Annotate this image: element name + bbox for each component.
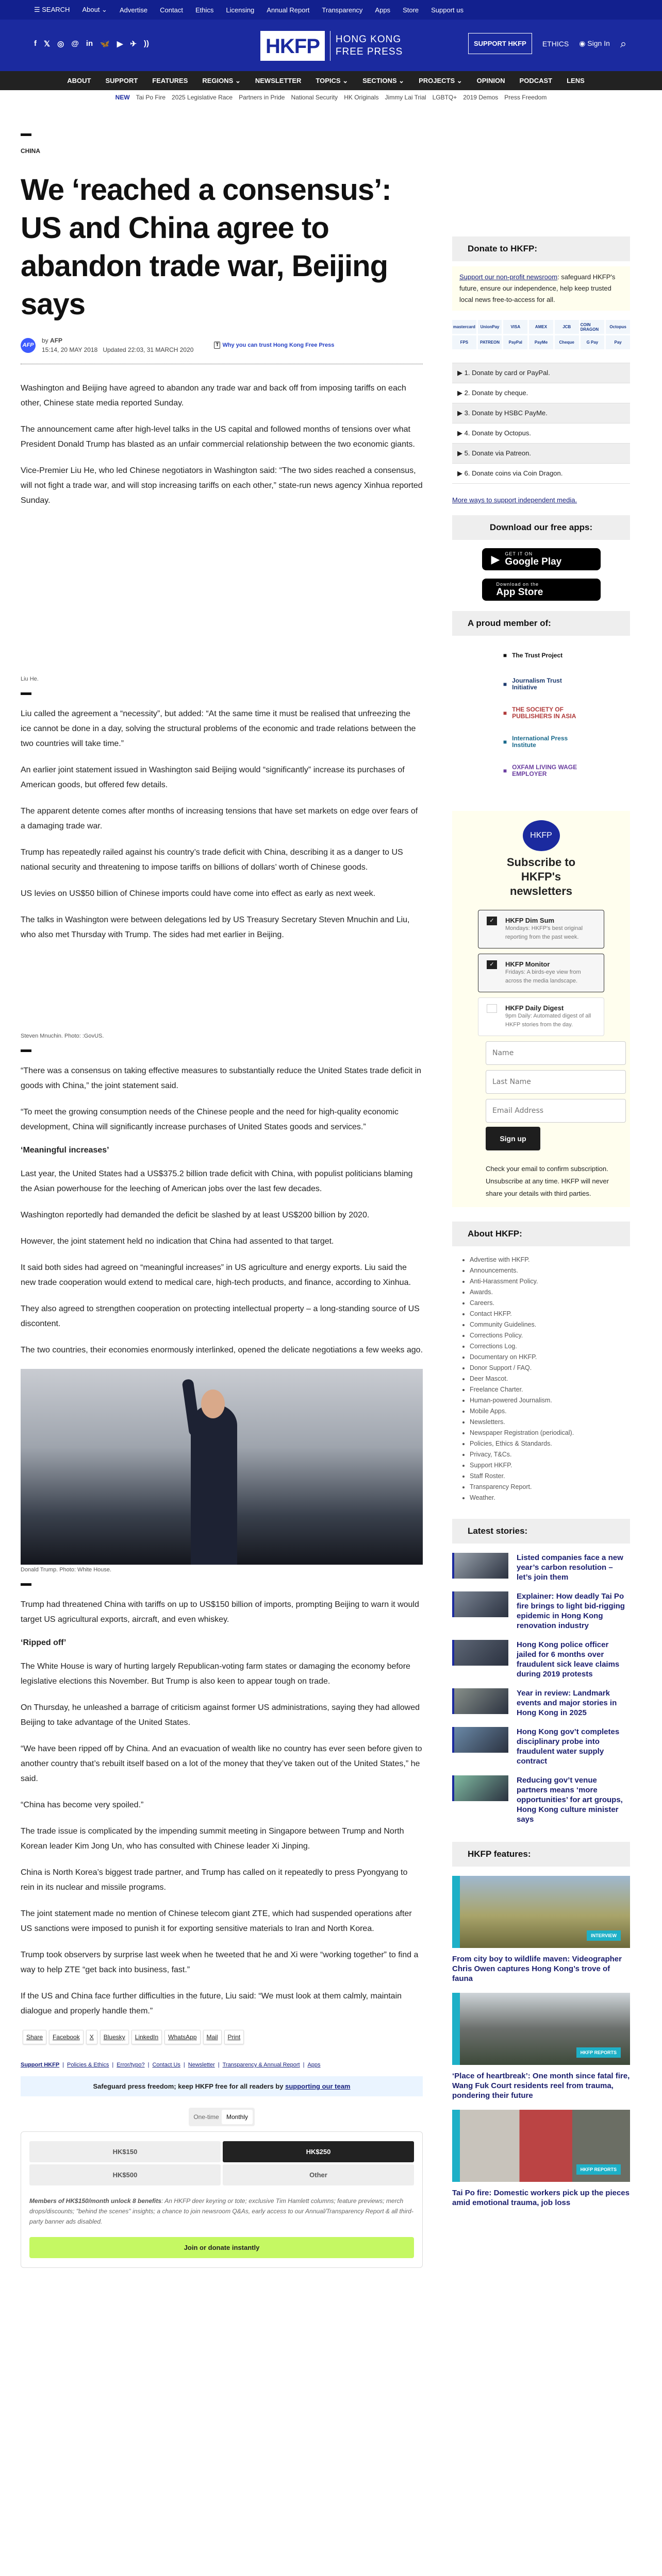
- article-title: We ‘reached a consensus’: US and China agree to abandon trade war, Beijing says: [21, 173, 391, 321]
- topbar-link[interactable]: Annual Report: [267, 6, 310, 14]
- newsletter-option[interactable]: [478, 997, 604, 1036]
- about-link[interactable]: • Donor Support / FAQ.: [470, 1363, 630, 1374]
- option-text: [505, 917, 595, 942]
- logo-text: [336, 33, 403, 58]
- member-logo[interactable]: [452, 699, 630, 727]
- separator: |: [183, 2062, 185, 2068]
- about-heading: About HKFP:: [452, 1222, 630, 1246]
- updated-date: Updated 22:03, 31 MARCH 2020: [103, 346, 194, 353]
- paragraph: The trade issue is complicated by the impending summit meeting in Singapore between Trump and North Korean leader Kim Jong Un, who has consulted with Chinese leader Xi Jinping.: [21, 1827, 404, 1851]
- paragraph: The announcement came after high-level talks in the US capital and followed months of tensions over what President Donald Trump has blasted as an unfair commercial relationship between the two economic giants.: [21, 425, 415, 449]
- separator: |: [112, 2062, 114, 2068]
- story-thumbnail[interactable]: [452, 1688, 508, 1714]
- about-link[interactable]: • Staff Roster.: [470, 1471, 630, 1482]
- paragraph: The joint statement made no mention of Chinese telecom giant ZTE, which had suspended operations after US sanctions were imposed to punish it for exporting sensitive materials to Iran and North Korea.: [21, 1909, 412, 1933]
- amount-150[interactable]: HK$150: [29, 2141, 221, 2162]
- amount-options: [29, 2141, 414, 2185]
- about-link[interactable]: • Community Guidelines.: [470, 1319, 630, 1330]
- member-badge-icon: ■: [503, 709, 507, 717]
- feature-story[interactable]: [452, 1993, 630, 2100]
- latest-story[interactable]: [452, 1775, 630, 1824]
- story-title[interactable]: Year in review: Landmark events and major stories in Hong Kong in 2025: [517, 1689, 617, 1717]
- payment-logo: UnionPay: [478, 320, 502, 334]
- donate-intro: [452, 266, 630, 311]
- about-link[interactable]: • Freelance Charter.: [470, 1384, 630, 1395]
- nav-item[interactable]: TOPICS ⌄: [316, 76, 349, 84]
- social-icon[interactable]: ◎: [57, 40, 64, 48]
- google-play-label: Google Play: [505, 556, 562, 567]
- story-thumbnail[interactable]: [452, 1640, 508, 1666]
- google-play-button[interactable]: [482, 548, 601, 570]
- latest-story[interactable]: [452, 1553, 630, 1582]
- story-title[interactable]: Explainer: How deadly Tai Po fire brings to light bid-rigging epidemic in Hong Kong renovation industry: [517, 1592, 625, 1630]
- paragraph: “We have been ripped off by China. And an evacuation of wealth like no country has ever seen before given to another country that’s rebuilt itself based on a lot of the money that they’ve taken out of the United States,” he said.: [21, 1744, 422, 1783]
- social-icon[interactable]: )): [143, 39, 149, 48]
- sidebar: [452, 133, 630, 2268]
- about-link[interactable]: • Corrections Policy.: [470, 1330, 630, 1341]
- story-title[interactable]: Hong Kong gov’t completes disciplinary probe into fraudulent water supply contract: [517, 1727, 620, 1766]
- donation-box: [21, 2131, 423, 2268]
- ethics-link[interactable]: ETHICS: [542, 39, 569, 48]
- donate-option[interactable]: ▶ 4. Donate by Octopus.: [452, 423, 630, 443]
- trending-link[interactable]: Press Freedom: [504, 94, 547, 101]
- footer-link[interactable]: Contact Us: [152, 2062, 180, 2068]
- newsletter-signup: [452, 811, 630, 1207]
- option-name: HKFP Monitor: [505, 960, 550, 968]
- last-name-input[interactable]: [486, 1070, 626, 1094]
- trending-link[interactable]: Jimmy Lai Trial: [385, 94, 426, 101]
- member-name: Journalism Trust Initiative: [512, 677, 562, 691]
- features-heading: HKFP features:: [452, 1842, 630, 1867]
- donate-option[interactable]: ▶ 6. Donate coins via Coin Dragon.: [452, 463, 630, 483]
- member-logo[interactable]: [452, 727, 630, 756]
- option-desc: Fridays: A birds-eye view from across the media landscape.: [505, 969, 581, 984]
- trending-link[interactable]: Tai Po Fire: [136, 94, 166, 101]
- separator: |: [218, 2062, 220, 2068]
- footer-link[interactable]: Policies & Ethics: [67, 2062, 109, 2068]
- subheading: ‘Ripped off’: [21, 1638, 67, 1647]
- payment-logos: [452, 320, 630, 349]
- about-link[interactable]: • Human-powered Journalism.: [470, 1395, 630, 1406]
- topbar-link[interactable]: Apps: [375, 6, 391, 14]
- nav-item[interactable]: PODCAST: [519, 77, 553, 84]
- social-icon[interactable]: ✈: [130, 40, 137, 48]
- paragraph: If the US and China face further difficulties in the future, Liu said: “We must look at them calmly, maintain dialogue and properly handle them.”: [21, 1992, 402, 2015]
- about-link[interactable]: • Newsletters.: [470, 1417, 630, 1428]
- nav-item[interactable]: OPINION: [476, 77, 505, 84]
- frequency-toggle: [189, 2108, 255, 2126]
- payment-logo: JCB: [555, 320, 579, 334]
- latest-story[interactable]: [452, 1727, 630, 1766]
- newsletter-option[interactable]: [478, 954, 604, 992]
- member-badge-icon: ■: [503, 680, 507, 688]
- nav-item[interactable]: SUPPORT: [105, 77, 138, 84]
- nav-item[interactable]: PROJECTS ⌄: [419, 76, 462, 84]
- nav-item[interactable]: SECTIONS ⌄: [362, 76, 405, 84]
- checkbox[interactable]: [487, 1004, 497, 1013]
- google-play-icon: ▶: [491, 552, 500, 566]
- topbar-link[interactable]: About ⌄: [82, 6, 107, 13]
- sign-in-label: Sign In: [587, 39, 610, 47]
- published-date: 15:14, 20 MAY 2018: [42, 346, 98, 353]
- amount-250[interactable]: HK$250: [223, 2141, 414, 2162]
- trust-project-icon: T: [214, 342, 220, 349]
- one-time-tab[interactable]: One-time: [193, 2113, 219, 2121]
- story-thumbnail[interactable]: [452, 1553, 508, 1579]
- payment-logo: PayMe: [529, 335, 553, 349]
- features-list: [452, 1876, 630, 2208]
- logo-line-1: HONG KONG: [335, 34, 402, 45]
- newsletter-title: Subscribe to HKFP's newsletters: [506, 856, 576, 897]
- about-link[interactable]: • Announcements.: [470, 1265, 630, 1276]
- payment-logo: PATREON: [478, 335, 502, 349]
- footer-link[interactable]: Support HKFP: [21, 2062, 60, 2068]
- trending-link[interactable]: 2019 Demos: [463, 94, 499, 101]
- share-bluesky-button[interactable]: Bluesky: [100, 2030, 129, 2044]
- photo-figure: [191, 1405, 237, 1565]
- trust-link[interactable]: [214, 342, 334, 349]
- share-linkedin-button[interactable]: LinkedIn: [131, 2030, 162, 2044]
- newsletter-note: Check your email to confirm subscription. Unsubscribe at any time. HKFP will never share your details with third parties.: [486, 1165, 609, 1197]
- divider-dash: [21, 692, 31, 695]
- option-text: [505, 1004, 595, 1029]
- benefits-text: : An HKFP deer keyring or tote; exclusive Tim Hamlett columns; feature previews; merch drops/discounts; "behind the scenes" insights; a chance to join newsroom Q&As, early access to our Annual/Transparency Report & all third-party banner ads disabled.: [29, 2197, 413, 2225]
- donate-option[interactable]: ▶ 5. Donate via Patreon.: [452, 443, 630, 463]
- feature-image[interactable]: [452, 1993, 630, 2065]
- logo-line-2: FREE PRESS: [335, 46, 403, 57]
- topbar-link[interactable]: Store: [403, 6, 419, 14]
- trending-link[interactable]: HK Originals: [344, 94, 379, 101]
- separator: |: [303, 2062, 305, 2068]
- option-text: [505, 960, 595, 986]
- feature-story[interactable]: [452, 1876, 630, 1984]
- utility-bar: [0, 0, 662, 20]
- paragraph: The talks in Washington were between delegations led by US Treasury Secretary Steven Mnuchin and Liu, who also met Thursday with Trump. The sides had met earlier in Beijing.: [21, 916, 410, 939]
- photo-figure: [201, 1389, 225, 1418]
- image-caption: Liu He.: [21, 676, 39, 682]
- article: [21, 133, 423, 2268]
- paragraph: It said both sides had agreed on “meaningful increases” in US agriculture and energy exports. Liu said the new trade cooperation would extend to medical care, high-tech products, and finance, according to Xinhua.: [21, 1263, 411, 1287]
- paragraph: “China has become very spoiled.”: [21, 1801, 144, 1809]
- paragraph: Trump had threatened China with tariffs on up to US$150 billion of imports, prompting Beijing to warn it would target US agricultural exports, aircraft, and even whiskey.: [21, 1600, 419, 1624]
- logo-mark: HKFP: [260, 31, 325, 61]
- feature-title[interactable]: ‘Place of heartbreak’: One month since fatal fire, Wang Fuk Court residents reel from trauma, pondering their future: [452, 2072, 630, 2100]
- story-title[interactable]: Hong Kong police officer jailed for 6 months over fraudulent sick leave claims during 2019 protests: [517, 1640, 620, 1679]
- sign-in-link[interactable]: [579, 39, 610, 48]
- user-icon: ◉: [579, 39, 588, 47]
- trending-bar: [0, 90, 662, 105]
- member-logo[interactable]: [452, 641, 630, 670]
- option-desc: 9pm Daily: Automated digest of all HKFP stories from the day.: [505, 1013, 591, 1028]
- feature-image[interactable]: [452, 1876, 630, 1948]
- social-icon[interactable]: in: [86, 39, 93, 48]
- support-hkfp-button[interactable]: SUPPORT HKFP: [468, 33, 532, 54]
- hkfp-round-logo: HKFP: [523, 820, 560, 851]
- social-icon[interactable]: f: [34, 39, 37, 48]
- share-facebook-button[interactable]: Facebook: [49, 2030, 84, 2044]
- topbar-link[interactable]: Licensing: [226, 6, 255, 14]
- social-icon[interactable]: 🦋: [100, 40, 110, 48]
- article-image: [21, 519, 423, 674]
- paragraph: China is North Korea’s biggest trade partner, and Trump has called on it repeatedly to press Pyongyang to rein in its nuclear and missile programs.: [21, 1868, 408, 1892]
- about-link[interactable]: • Support HKFP.: [470, 1460, 630, 1471]
- feature-tag: INTERVIEW: [587, 1930, 621, 1941]
- paragraph: “There was a consensus on taking effective measures to substantially reduce the United States trade deficit in goods with China,” the joint statement said.: [21, 1066, 422, 1090]
- topbar-link[interactable]: Support us: [431, 6, 464, 14]
- trump-photo: [21, 1369, 423, 1565]
- category-label[interactable]: CHINA: [21, 147, 40, 155]
- footer-link[interactable]: Apps: [307, 2062, 321, 2068]
- about-link[interactable]: • Documentary on HKFP.: [470, 1352, 630, 1363]
- image-caption: Donald Trump. Photo: White House.: [21, 1567, 112, 1573]
- payment-logo: FPS: [452, 335, 476, 349]
- footer-link[interactable]: Newsletter: [188, 2062, 215, 2068]
- search-icon[interactable]: ⌕: [620, 37, 627, 50]
- member-benefits: [29, 2196, 414, 2227]
- amount-500[interactable]: HK$500: [29, 2164, 221, 2185]
- nav-item[interactable]: FEATURES: [152, 77, 188, 84]
- topbar-link[interactable]: Advertise: [119, 6, 148, 14]
- checkbox[interactable]: ✓: [487, 960, 497, 969]
- footer-link[interactable]: Error/typo?: [117, 2062, 145, 2068]
- share-mail-button[interactable]: Mail: [203, 2030, 222, 2044]
- latest-story[interactable]: [452, 1591, 630, 1631]
- nav-item[interactable]: REGIONS ⌄: [202, 76, 241, 84]
- donate-option[interactable]: ▶ 2. Donate by cheque.: [452, 383, 630, 403]
- story-title[interactable]: Reducing gov’t venue partners means ‘more opportunities’ for art groups, Hong Kong culture minister says: [517, 1776, 623, 1824]
- name-input[interactable]: [486, 1041, 626, 1065]
- paragraph: Liu called the agreement a “necessity”, but added: “At the same time it must be realised that unfreezing the ice cannot be done in a day, solving the structural problems of the economic and trade relations between the two countries will take time.”: [21, 709, 416, 748]
- option-name: HKFP Dim Sum: [505, 917, 555, 924]
- main-nav: [0, 71, 662, 90]
- about-link[interactable]: • Corrections Log.: [470, 1341, 630, 1352]
- feature-tag: HKFP REPORTS: [576, 2047, 621, 2058]
- about-link[interactable]: • Newspaper Registration (periodical).: [470, 1428, 630, 1438]
- latest-heading: Latest stories:: [452, 1519, 630, 1544]
- paragraph: However, the joint statement held no indication that China had assented to that target.: [21, 1237, 334, 1246]
- image-caption: Steven Mnuchin. Photo: :GovUS.: [21, 1033, 104, 1039]
- support-banner: [21, 2076, 423, 2096]
- hkfp-logo[interactable]: [260, 31, 403, 61]
- paragraph: Vice-Premier Liu He, who led Chinese negotiators in Washington said: “The two sides reached a consensus, will not fight a trade war, and will stop increasing tariffs on each other,” state-run news agency Xinhua reported Sunday.: [21, 466, 423, 505]
- share-x-button[interactable]: X: [86, 2030, 97, 2044]
- social-icon[interactable]: @: [71, 39, 79, 48]
- payment-logo: AMEX: [529, 320, 553, 334]
- about-link[interactable]: • Anti-Harassment Policy.: [470, 1276, 630, 1287]
- payment-logo: Pay: [606, 335, 630, 349]
- feature-story[interactable]: [452, 2110, 630, 2208]
- trending-link[interactable]: LGBTQ+: [432, 94, 457, 101]
- payment-logo: VISA: [503, 320, 527, 334]
- footer-links: [21, 2062, 423, 2068]
- paragraph: Trump took observers by surprise last week when he tweeted that he and Xi were “working together” to find a way to help ZTE “get back into business, fast.”: [21, 1951, 419, 1974]
- member-heading: A proud member of:: [452, 611, 630, 636]
- trust-link-label: Why you can trust Hong Kong Free Press: [222, 342, 335, 348]
- newsletter-option[interactable]: [478, 910, 604, 948]
- story-title[interactable]: Listed companies face a new year’s carbon resolution – let’s join them: [517, 1553, 623, 1582]
- share-share-button[interactable]: Share: [23, 2030, 46, 2044]
- author-avatar[interactable]: AFP: [21, 338, 36, 353]
- about-link[interactable]: • Mobile Apps.: [470, 1406, 630, 1417]
- payment-logo: Cheque: [555, 335, 579, 349]
- payment-logo: PayPal: [503, 335, 527, 349]
- about-link[interactable]: • Weather.: [470, 1493, 630, 1503]
- trending-link[interactable]: 2025 Legislative Race: [172, 94, 233, 101]
- paragraph: They also agreed to strengthen cooperation on protecting intellectual property – a long-standing source of US discontent.: [21, 1304, 420, 1328]
- story-thumbnail[interactable]: [452, 1591, 508, 1617]
- about-link[interactable]: • Advertise with HKFP.: [470, 1255, 630, 1265]
- nav-item[interactable]: NEWSLETTER: [255, 77, 302, 84]
- donate-options: [452, 363, 630, 484]
- option-desc: Mondays: HKFP's best original reporting from the past week.: [505, 925, 583, 940]
- author-name[interactable]: AFP: [50, 337, 63, 344]
- donate-intro-text: : safeguard HKFP's future, ensure our independence, help keep trusted local news free-to-access for all.: [459, 273, 616, 303]
- paragraph: On Thursday, he unleashed a barrage of criticism against former US administrations, saying they had allowed Beijing to take advantage of the United States.: [21, 1703, 420, 1727]
- banner-text: Safeguard press freedom; keep HKFP free for all readers by: [93, 2082, 286, 2090]
- share-whatsapp-button[interactable]: WhatsApp: [164, 2030, 200, 2044]
- footer-link[interactable]: Transparency & Annual Report: [222, 2062, 300, 2068]
- support-newsroom-link[interactable]: Support our non-profit newsroom: [459, 273, 558, 281]
- feature-title[interactable]: Tai Po fire: Domestic workers pick up the pieces amid emotional trauma, job loss: [452, 2189, 630, 2207]
- article-image: [21, 954, 423, 1031]
- donate-heading: Donate to HKFP:: [452, 236, 630, 261]
- paragraph: Washington reportedly had demanded the deficit be slashed by at least US$200 billion by 2020.: [21, 1211, 370, 1219]
- separator: |: [147, 2062, 150, 2068]
- amount-other[interactable]: Other: [223, 2164, 414, 2185]
- sign-up-button[interactable]: Sign up: [486, 1127, 540, 1150]
- donate-option[interactable]: ▶ 3. Donate by HSBC PayMe.: [452, 403, 630, 423]
- about-link[interactable]: • Transparency Report.: [470, 1482, 630, 1493]
- member-badge-icon: ■: [503, 651, 507, 659]
- paragraph: The White House is wary of hurting largely Republican-voting farm states or damaging the economy before legislative elections this November. But Trump is also keen to appear tough on trade.: [21, 1662, 410, 1686]
- member-name: THE SOCIETY OF PUBLISHERS IN ASIA: [512, 706, 576, 720]
- donate-option[interactable]: ▶ 1. Donate by card or PayPal.: [452, 363, 630, 383]
- trending-new-label: NEW: [115, 94, 130, 101]
- trending-link[interactable]: Partners in Pride: [239, 94, 285, 101]
- payment-logo: mastercard: [452, 320, 476, 334]
- email-input[interactable]: [486, 1099, 626, 1123]
- paragraph: The apparent detente comes after months of increasing tensions that have set markets on edge over fears of a damaging trade war.: [21, 807, 418, 831]
- divider-dash: [21, 1049, 31, 1052]
- share-buttons: [23, 2030, 423, 2044]
- nav-item[interactable]: ABOUT: [67, 77, 91, 84]
- payment-logo: COIN DRAGON: [581, 320, 605, 334]
- nav-item[interactable]: LENS: [567, 77, 585, 84]
- topbar-link[interactable]: Contact: [160, 6, 183, 14]
- about-link[interactable]: • Contact HKFP.: [470, 1309, 630, 1319]
- about-links: [452, 1255, 630, 1503]
- paragraph: An earlier joint statement issued in Washington said Beijing would “significantly” increase its purchases of American goods, but offered few details.: [21, 766, 405, 789]
- checkbox[interactable]: ✓: [487, 917, 497, 925]
- story-thumbnail[interactable]: [452, 1775, 508, 1801]
- site-header: [0, 20, 662, 71]
- article-body: [21, 381, 423, 2019]
- divider-dash: [21, 1583, 31, 1586]
- member-logo[interactable]: [452, 670, 630, 699]
- paragraph: Washington and Beijing have agreed to abandon any trade war and back off from imposing tariffs on each other, Chinese state media reported Sunday.: [21, 384, 406, 408]
- topbar-link[interactable]: Ethics: [195, 6, 214, 14]
- payment-logo: Octopus: [606, 320, 630, 334]
- about-link[interactable]: • Privacy, T&Cs.: [470, 1449, 630, 1460]
- latest-stories: [452, 1553, 630, 1824]
- social-links: [34, 39, 149, 48]
- topbar-link[interactable]: Transparency: [322, 6, 363, 14]
- feature-image[interactable]: [452, 2110, 630, 2182]
- about-link[interactable]: • Deer Mascot.: [470, 1374, 630, 1384]
- member-logo[interactable]: [452, 756, 630, 785]
- feature-title[interactable]: From city boy to wildlife maven: Videographer Chris Owen captures Hong Kong’s trove of fauna: [452, 1955, 622, 1983]
- paragraph: US levies on US$50 billion of Chinese imports could have come into effect as early as next week.: [21, 889, 376, 898]
- about-link[interactable]: • Awards.: [470, 1287, 630, 1298]
- app-store-label: App Store: [496, 586, 543, 598]
- member-name: OXFAM LIVING WAGE EMPLOYER: [512, 764, 577, 777]
- member-badge-icon: ■: [503, 738, 507, 745]
- monthly-tab[interactable]: Monthly: [222, 2110, 253, 2124]
- latest-story[interactable]: [452, 1640, 630, 1679]
- paragraph: “To meet the growing consumption needs of the Chinese people and the need for high-quality economic development, China will significantly increase purchases of United States goods and services.”: [21, 1108, 399, 1131]
- latest-story[interactable]: [452, 1688, 630, 1718]
- by-label: by: [42, 337, 48, 344]
- more-ways-link[interactable]: More ways to support independent media.: [452, 496, 577, 504]
- separator: |: [62, 2062, 64, 2068]
- app-store-button[interactable]: [482, 579, 601, 601]
- paragraph: Last year, the United States had a US$375.2 billion trade deficit with China, with populist politicians blaming the Asian powerhouse for the leeching of American jobs over the last few decades.: [21, 1170, 413, 1193]
- paragraph: Trump has repeatedly railed against his country’s trade deficit with China, describing it as a danger to US national security and threatening to impose tariffs on billions of dollars’ worth of Chinese goods.: [21, 848, 403, 872]
- social-icon[interactable]: ▶: [117, 40, 123, 48]
- payment-logo: G Pay: [581, 335, 605, 349]
- support-team-link[interactable]: supporting our team: [285, 2082, 351, 2090]
- search-menu-button[interactable]: ☰ SEARCH: [34, 6, 70, 13]
- apps-heading: Download our free apps:: [452, 515, 630, 540]
- join-donate-button[interactable]: Join or donate instantly: [29, 2237, 414, 2258]
- option-name: HKFP Daily Digest: [505, 1004, 564, 1012]
- member-name: The Trust Project: [512, 651, 563, 659]
- divider-dash: [21, 133, 31, 136]
- member-logos: [452, 641, 630, 785]
- social-icon[interactable]: 𝕏: [44, 40, 51, 48]
- paragraph: The two countries, their economies enormously interlinked, opened the delicate negotiations a few weeks ago.: [21, 1346, 423, 1354]
- benefits-heading: Members of HK$150/month unlock 8 benefits: [29, 2197, 162, 2205]
- member-badge-icon: ■: [503, 767, 507, 774]
- subheading: ‘Meaningful increases’: [21, 1146, 109, 1155]
- byline: [21, 337, 423, 353]
- google-play-small: GET IT ON: [505, 551, 533, 556]
- member-name: International Press Institute: [512, 735, 568, 749]
- story-thumbnail[interactable]: [452, 1727, 508, 1753]
- feature-tag: HKFP REPORTS: [576, 2164, 621, 2175]
- trending-link[interactable]: National Security: [291, 94, 338, 101]
- about-link[interactable]: • Policies, Ethics & Standards.: [470, 1438, 630, 1449]
- app-store-small: Download on the: [496, 581, 539, 587]
- share-print-button[interactable]: Print: [224, 2030, 244, 2044]
- about-link[interactable]: • Careers.: [470, 1298, 630, 1309]
